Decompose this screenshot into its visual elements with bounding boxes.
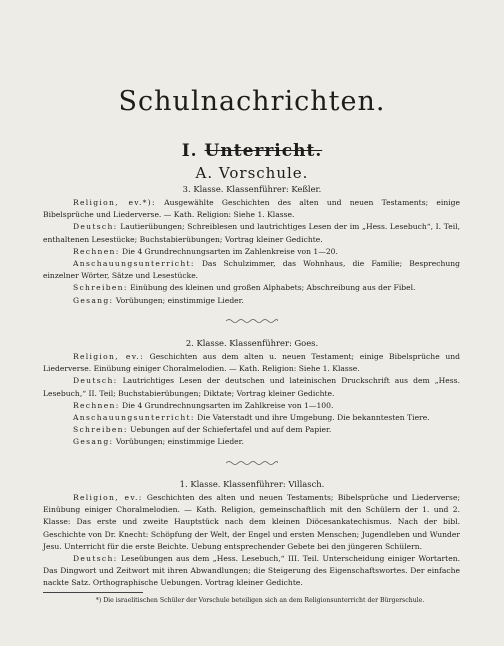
subject-paragraph <box>43 400 460 412</box>
subject-label: Deutsch: <box>73 554 118 564</box>
subject-paragraph <box>43 412 460 424</box>
subject-label: Schreiben: <box>73 425 128 435</box>
subject-label: Anschauungsunterricht: <box>73 259 195 269</box>
subsection-heading: A. Vorschule. <box>195 164 309 182</box>
section-title: Unterricht. <box>204 141 323 161</box>
subject-paragraph <box>43 197 460 221</box>
class-content <box>43 351 460 449</box>
subject-label: Anschauungsunterricht: <box>73 413 195 423</box>
class-content <box>43 492 460 590</box>
subject-label: Religion, ev.: <box>73 352 144 361</box>
subject-paragraph <box>43 282 460 294</box>
subject-text: Die 4 Grundrechnungsarten im Zahlenkreise von 1—20. <box>122 246 338 256</box>
subject-label: Gesang: <box>73 295 114 305</box>
subject-text: Lautrichtiges Lesen der deutschen und lateinischen Druckschrift aus dem „Hess. Lesebuch,“ II. Teil; Buchstabierübungen; Diktate; Vortrag kleiner Gedichte. <box>43 376 460 398</box>
subject-paragraph <box>43 424 460 436</box>
subject-text: Geschichten aus dem alten u. neuen Testament; einige Bibelsprüche und Liederverse. Einübung einiger Choralmelodien. — Kath. Religion: Siehe 1. Klasse. <box>43 352 460 374</box>
ornament-divider <box>226 460 278 466</box>
class-content <box>43 197 460 307</box>
subject-text: Vorübungen; einstimmige Lieder. <box>115 295 244 305</box>
subject-paragraph <box>43 295 460 307</box>
subject-paragraph <box>43 351 460 375</box>
subject-text: Geschichten des alten und neuen Testaments; Bibelsprüche und Liederverse; Einübung einiger Choralmelodien. — Kath. Religion, gemeinschaftlich mit den Schülern der 1. und 2. Klasse: Das erste und zweite Hauptstück nach dem kleinen Diöcesankatechismus. Nach der bibl. Geschichte von Dr. Knecht: Schöpfung der Welt, der Engel und ersten Menschen; Jugendleben und Wunder Jesu. Unterricht für die erste Beichte. Uebung entsprechender Gebete bei den jüngeren Schülern. <box>43 493 460 551</box>
footnote: *) Die israelitischen Schüler der Vorschule beteiligen sich an dem Religionsunterricht der Bürgerschule. <box>95 597 425 604</box>
subject-label: Religion, ev.*): <box>73 198 156 207</box>
page-title: Schulnachrichten. <box>118 86 386 117</box>
subject-text: Vorübungen; einstimmige Lieder. <box>115 437 244 447</box>
footnote-rule <box>43 592 143 593</box>
subject-paragraph <box>43 258 460 282</box>
subject-text: Leseübungen aus dem „Hess. Lesebuch,“ III. Teil. Unterscheidung einiger Wortarten. Das Dingwort und Zeitwort mit ihren Abwandlungen; die Steigerung des Eigenschaftswortes. Der einfache nackte Satz. Orthographische Uebungen. Vortrag kleiner Gedichte. <box>43 554 460 588</box>
subject-label: Rechnen: <box>73 246 120 256</box>
subject-label: Rechnen: <box>73 400 120 410</box>
subject-text: Das Schulzimmer, das Wohnhaus, die Familie; Besprechung einzelner Wörter, Sätze und Lesestücke. <box>43 259 460 281</box>
section-heading <box>0 141 504 161</box>
subject-text: Die 4 Grundrechnungsarten im Zahlkreise von 1—100. <box>122 400 334 410</box>
subject-paragraph <box>43 436 460 448</box>
subject-text: Uebungen auf der Schiefertafel und auf dem Papier. <box>130 425 332 435</box>
subject-text: Lautierübungen; Schreiblesen und lautrichtiges Lesen der im „Hess. Lesebuch“, I. Teil, enthaltenen Lesestücke; Buchstabierübungen; Vortrag kleiner Gedichte. <box>43 222 460 244</box>
subject-label: Schreiben: <box>73 283 128 293</box>
ornament-divider <box>226 318 278 324</box>
class-header: 1. Klasse. Klassenführer: Villasch. <box>179 479 325 489</box>
subject-text: Ausgewählte Geschichten des alten und neuen Testaments; einige Bibelsprüche und Liederverse. — Kath. Religion: Siehe 1. Klasse. <box>43 198 460 220</box>
subject-paragraph <box>43 553 460 590</box>
class-header: 3. Klasse. Klassenführer: Keßler. <box>182 184 322 194</box>
subject-paragraph <box>43 375 460 399</box>
subject-paragraph <box>43 492 460 553</box>
subject-text: Einübung des kleinen und großen Alphabets; Abschreibung aus der Fibel. <box>130 283 416 293</box>
subject-paragraph <box>43 246 460 258</box>
subject-label: Deutsch: <box>73 376 118 386</box>
subject-label: Religion, ev.: <box>73 493 143 502</box>
section-number: I. <box>181 141 198 161</box>
class-header: 2. Klasse. Klassenführer: Goes. <box>185 338 319 348</box>
subject-paragraph <box>43 221 460 245</box>
subject-label: Deutsch: <box>73 222 118 232</box>
subject-label: Gesang: <box>73 437 114 447</box>
subject-text: Die Vaterstadt und ihre Umgebung. Die bekanntesten Tiere. <box>197 413 430 423</box>
